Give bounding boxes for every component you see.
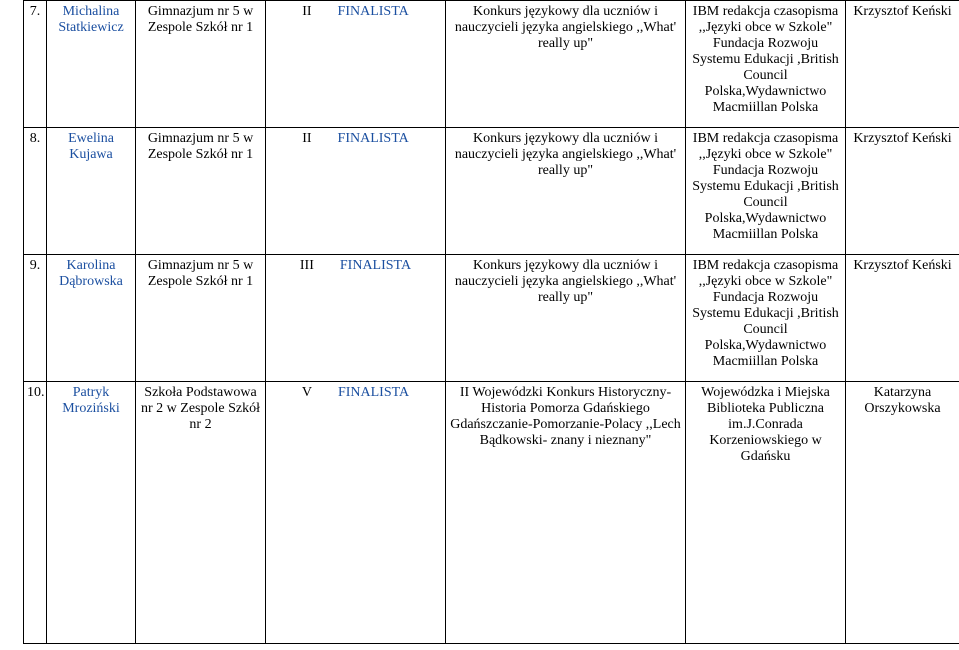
table-row xyxy=(24,255,959,382)
student-name: Michalina Statkiewicz xyxy=(47,1,136,128)
table-row xyxy=(24,382,959,644)
contest-name: Konkurs językowy dla uczniów i nauczycieli języka angielskiego ,,What' really up" xyxy=(446,128,686,255)
teacher-name: Katarzyna Orszykowska xyxy=(846,382,959,644)
row-number: 10. xyxy=(24,382,47,644)
result-title: FINALISTA xyxy=(337,385,410,400)
results-table xyxy=(23,0,959,644)
student-name: Ewelina Kujawa xyxy=(47,128,136,255)
student-name: Karolina Dąbrowska xyxy=(47,255,136,382)
student-name: Patryk Mroziński xyxy=(47,382,136,644)
school-name: Gimnazjum nr 5 w Zespole Szkół nr 1 xyxy=(136,128,266,255)
result-title: FINALISTA xyxy=(337,4,409,19)
teacher-name: Krzysztof Keński xyxy=(846,128,959,255)
organizer: IBM redakcja czasopisma ,,Języki obce w Szkole" Fundacja Rozwoju Systemu Edukacji ,British Council Polska,Wydawnictwo Macmiillan Polska xyxy=(686,128,846,255)
table-row xyxy=(24,128,959,255)
table-row xyxy=(24,1,959,128)
place-value: III xyxy=(299,258,314,273)
school-name: Gimnazjum nr 5 w Zespole Szkół nr 1 xyxy=(136,255,266,382)
organizer: Wojewódzka i Miejska Biblioteka Publiczna im.J.Conrada Korzeniowskiego w Gdańsku xyxy=(686,382,846,644)
teacher-name: Krzysztof Keński xyxy=(846,1,959,128)
result-cell xyxy=(266,255,446,382)
contest-name: Konkurs językowy dla uczniów i nauczycieli języka angielskiego ,,What' really up" xyxy=(446,255,686,382)
row-number: 9. xyxy=(24,255,47,382)
school-name: Szkoła Podstawowa nr 2 w Zespole Szkół nr 2 xyxy=(136,382,266,644)
organizer: IBM redakcja czasopisma ,,Języki obce w Szkole" Fundacja Rozwoju Systemu Edukacji ,British Council Polska,Wydawnictwo Macmiillan Polska xyxy=(686,255,846,382)
row-number: 8. xyxy=(24,128,47,255)
result-title: FINALISTA xyxy=(339,258,412,273)
result-cell xyxy=(266,1,446,128)
teacher-name: Krzysztof Keński xyxy=(846,255,959,382)
organizer: IBM redakcja czasopisma ,,Języki obce w Szkole" Fundacja Rozwoju Systemu Edukacji ,British Council Polska,Wydawnictwo Macmiillan Polska xyxy=(686,1,846,128)
place-value: V xyxy=(301,385,312,400)
result-title: FINALISTA xyxy=(337,131,409,146)
contest-name: II Wojewódzki Konkurs Historyczny-Historia Pomorza Gdańskiego Gdańszczanie-Pomorzanie-Polacy ,,Lech Bądkowski- znany i nieznany" xyxy=(446,382,686,644)
place-value: II xyxy=(302,131,312,146)
contest-name: Konkurs językowy dla uczniów i nauczycieli języka angielskiego ,,What' really up" xyxy=(446,1,686,128)
school-name: Gimnazjum nr 5 w Zespole Szkół nr 1 xyxy=(136,1,266,128)
result-cell xyxy=(266,128,446,255)
row-number: 7. xyxy=(24,1,47,128)
result-cell xyxy=(266,382,446,644)
place-value: II xyxy=(302,4,312,19)
